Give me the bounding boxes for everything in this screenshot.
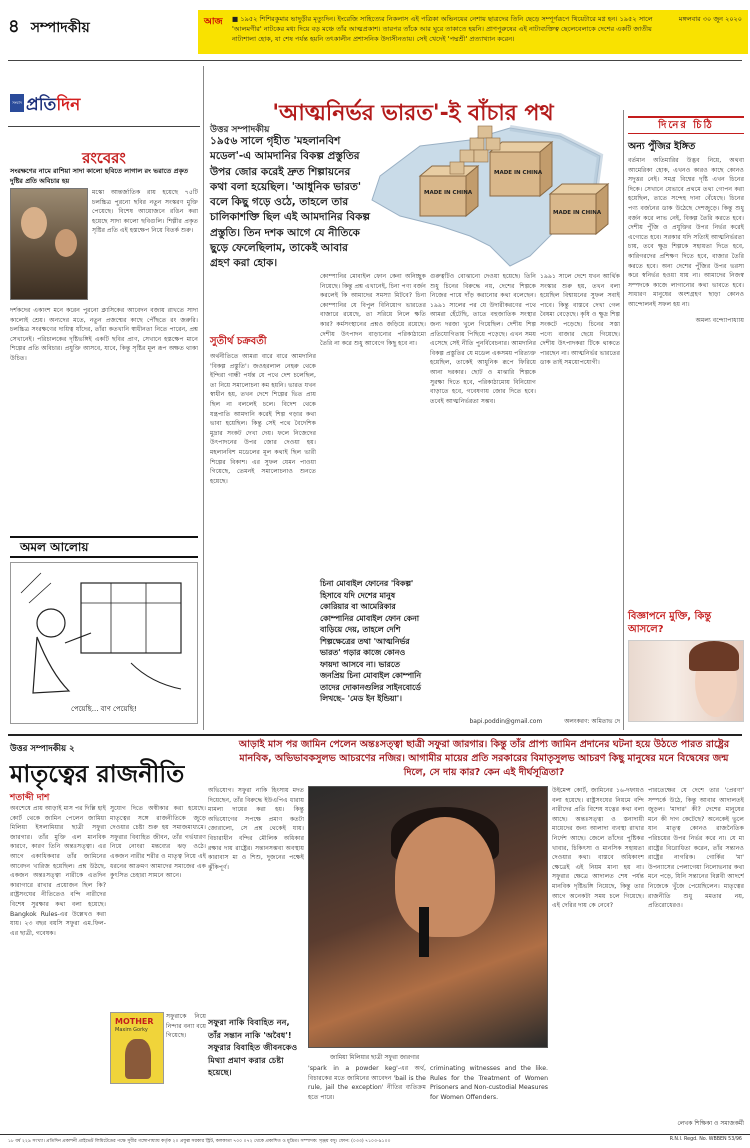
logo-text (26, 92, 80, 120)
date-text: মঙ্গলবার ৩০ জুন ২০২০ (678, 15, 742, 23)
section-2-column-1: অবশেষে প্রায় আড়াই মাস পর দিল্লি হাই কোর্ট থেকে জামিন পেলেন জামিয়া মিলিয়া ইসলামিয়ার ছাত্রী সফুরা জারগার। তাঁর মুক্তি এল মানবিক কারণে, কারণ তিনি অন্তঃসত্ত্বা। এর আগে একাধিকবার তাঁর জামিনের আবেদন খারিজ হয়েছিল। প্রশ্ন উঠছে, একজন অন্তঃসত্ত্বা নারীকে এতদিন কারাগারে রাখার প্রয়োজন ছিল কি? রাষ্ট্রসংঘের নীতিতেও বন্দি নারীদের বিশেষ সুরক্ষার কথা বলা হয়েছে। Bangkok Rules-এর উল্লেখও করা যায়। ২৩ বছর বয়সি সফুরা এম.ফিল-এর ছাত্রী, গবেষক। (10, 805, 106, 937)
rangberang-text-1: মস্কো আন্তর্জাতিক রায় হয়েছে ৭৫টি চলচ্চিত্র পুরনো ছবির নতুন সংস্করণ মুক্তি পেয়েছে। বিশেষ আয়োজনে রঙিন করা হয়েছে সাদা কালো ছবিগুলি। শিল্পীর প্রকৃত সৃষ্টির প্রতি এই হস্তক্ষেপ নিয়ে বিতর্ক শুরু। (92, 189, 198, 235)
mother-book-cover (110, 1012, 164, 1084)
photo-caption: জামিয়া মিলিয়ার ছাত্রী সফুরা জারগার (330, 1054, 420, 1061)
section-2-pull-quote: সফুরা নাকি বিবাহিত নন, তাঁর সন্তান নাকি 'অবৈধ'! সফুরার বিবাহিত জীবনকেও মিথ্যা প্রমাণ করার চেষ্টা হয়েছে। (208, 1017, 298, 1077)
box-label-3: MADE IN CHINA (553, 210, 602, 216)
logo-prefix: সংবাদ (12, 100, 22, 105)
box-label-2: MADE IN CHINA (494, 170, 543, 176)
page-header (0, 0, 750, 56)
editorial-byline: সুতীর্থ চক্রবর্তী (210, 336, 267, 347)
editorial-email (320, 716, 620, 727)
header-rule (8, 60, 742, 61)
photo-person (395, 817, 495, 937)
editorial-pull-quote: ১৯৫৬ সালে গৃহীত 'মহলানবিশ মডেল'-এ আমদানির বিকল্প প্রস্তুতির উপর জোর করেই দ্রুত শিল্পায়নের কথা বলা হয়েছিল। 'আধুনিক ভারত' বলে কিছু গড়ে ওঠে, তাহলে তার চালিকাশক্তি ছিল এই আমদানির বিকল্প প্রস্তুতি। তিন দশক আগে যে নীতিকে ছুড়ে ফেলেছিলাম, তাকেই আবার গ্রহণ করা হোক। (210, 135, 370, 270)
editorial-column-2: কোম্পানির মোবাইল ফোন কেনা অনিচ্ছুক নিয়েছে। কিন্তু প্রশ্ন এখানেই, চিনা পণ্য বর্জন করলেই কি আমাদের সমস্যা মিটবে? চিনা কোম্পানির যে বিপুল বিনিয়োগ ভারতের বাজারে রয়েছে, তা সরিয়ে নিলে ক্ষতি কার? কর্মসংস্থানের প্রশ্নও জড়িয়ে রয়েছে। দেশীয় উৎপাদন বাড়ানোর পরিকাঠামো তৈরি না করে শুধু আবেগে কিছু হবে না। (320, 273, 426, 348)
page-number-box (8, 12, 198, 36)
section-2-column-2b: সফুরাকে নিয়ে নিন্দার বন্যা বয়ে গিয়েছে। (166, 1013, 206, 1040)
editorial-column-3: গুরুত্বটিও বোঝানো দেওয়া হয়েছে। তিনি শুধু চিনের বিরুদ্ধে নয়, দেশের শিল্পকে নিজের পায়ে দাঁড় করানোর কথা বলেছেন। ১৯৯১ সালের পর যে উদারীকরণের পথে আমরা হেঁটেছি, তাতে বহুজাতিক সংস্থার জন্য দরজা খুলে গিয়েছিল। দেশীয় শিল্প প্রতিযোগিতায় পিছিয়ে পড়েছে। এখন সময় এসেছে সেই নীতি পুনর্বিবেচনার। আমদানির বিকল্প প্রস্তুতির যে মডেল একসময় পরিত্যক্ত হয়েছিল, তাকেই আধুনিক রূপে ফিরিয়ে আনা দরকার। ছোট ও মাঝারি শিল্পকে সুরক্ষা দিতে হবে, পরিকাঠামোয় বিনিয়োগ বাড়াতে হবে, গবেষণায় জোর দিতে হবে। তবেই আত্মনির্ভরতা সম্ভব। (430, 273, 536, 405)
book-author: Maxim Gorky (115, 1027, 148, 1033)
today-bar (198, 10, 748, 54)
cartoon-caption: পেয়েছি... বাণ পেয়েছি! (71, 705, 137, 713)
section-2-column-3: অভিযোগ। সফুরা নাকি হিংসায় মদত দিয়েছেন, তাঁর বিরুদ্ধে ইউএপিএ ধারায় মামলা দায়ের করা হয়। কিন্তু অভিযোগের সপক্ষে প্রমাণ কতটা জোরালো, সে প্রশ্ন থেকেই যায়। বিচারাধীন বন্দির মৌলিক অধিকার রক্ষার দায় রাষ্ট্রের। সন্তানসম্ভবা অবস্থায় কারাবাস মা ও শিশু, দুজনের পক্ষেই ঝুঁকিপূর্ণ। (208, 787, 304, 871)
footer-imprint: ১৮ বর্ষ ২২৯ সংখ্যা। প্রতিদিন প্রকাশনী প্রাইভেট লিমিটেডের পক্ষে সুবীর গঙ্গোপাধ্যায় কর্তৃক ২০ প্রফুল্ল সরকার স্ট্রিট, কলকাতা ৭০০ ০৭২ থেকে প্রকাশিত ও মুদ্রিত। সম্পাদক: সৃঞ্জয় বসু। ফোন: (০৩৩) ৭১০৩-৯১০০ (8, 1139, 391, 1144)
logo-rule (8, 126, 200, 127)
section-2-quote-1: 'spark in a powder keg'-এর অর্থ, বিচারকের মতে জামিনের আবেদন 'bail is the rule, jail the exception' নীতির ব্যতিক্রম হতে পারে। (308, 1065, 426, 1101)
letters-label: দিনের চিঠি (658, 120, 714, 131)
editorial-title: 'আত্মনির্ভর ভারত'-ই বাঁচার পথ (272, 101, 554, 126)
cartoon-panel (10, 562, 198, 724)
rangberang-title: রংবেরং (82, 149, 126, 167)
editorial-column-4: ১৯৯১ সালে দেশে যখন আর্থিক সংস্কার শুরু হয়, তখন বলা হয়েছিল বিশ্বায়নের সুফল সবাই পাবে। কিন্তু বাস্তবে দেখা গেল বৈষম্য বেড়েছে। কৃষি ও ক্ষুদ্র শিল্প সংকটে পড়েছে। চিনের সস্তা পণ্যে বাজার ছেয়ে গিয়েছে। দেশীয় উৎপাদকরা টিকে থাকতে পারছেন না। আত্মনির্ভর ভারতের ডাক তাই সময়োপযোগী। (540, 273, 620, 367)
logo-brand-b: দিন (56, 95, 81, 115)
amol-aloy-label: অমল আলোয় (20, 540, 89, 554)
editorial-pull-quote-2: চিনা মোবাইল ফোনের 'বিকল্প' হিসাবে যদি দেশের মানুষ কোরিয়ার বা আমেরিকার কোম্পানির মোবাইল ফোন কেনা বাড়িয়ে দেয়, তাহলে দেশি শিল্পক্ষেত্রের তথা 'আত্মনির্ভর ভারত' গড়ার কাজে কোনও ফায়দা আসবে না। ভারতে জনপ্রিয় চিনা মোবাইল কোম্পানি তাদের দোকানগুলির সাইনবোর্ডে লিখছে– 'মেড ইন ইন্ডিয়া'। (320, 579, 422, 703)
child-face-left (21, 207, 47, 239)
section-2-column-4: উইমেন্স কোর্ট, জামিনের ১৬-দফায়ও বলা হয়েছে। রাষ্ট্রসংঘের নিয়মে বন্দি নারীদের প্রতি বিশেষ যত্নের কথা বলা আছে। অন্তঃসত্ত্বা ও স্তন্যদায়ী মায়েদের জন্য আলাদা ব্যবস্থা রাখার নির্দেশ আছে। জেলে তাঁদের পুষ্টিকর খাবার, চিকিৎসা ও মানসিক সহায়তা দেওয়ার কথা। বাস্তবে অধিকাংশ ক্ষেত্রেই এই নিয়ম মানা হয় না। সফুরার ক্ষেত্রে আদালত শেষ পর্যন্ত মানবিক দৃষ্টিভঙ্গি নিয়েছে, কিন্তু তার আগে অনেকটা সময় চলে গিয়েছে। এই দেরির দায় কে নেবে? (552, 787, 644, 910)
section-2-lead: আড়াই মাস পর জামিন পেলেন অন্তঃসত্ত্বা ছাত্রী সফুরা জারগার। কিন্তু তাঁর প্রাপ্য জামিন প্রদানের ঘটনা হয়ে উঠতে পারত রাষ্ট্রের মানবিক, অভিভাবকসুলভ আচরণের নজির। আগামীর মায়ের প্রতি সরকারের বিমাতৃসুলভ আচরণ কিছু মানুষের মনে বিদ্বেষের জন্ম দিলে, সে দায় কার? কেন এই দীর্ঘসূত্রিতা? (238, 739, 730, 778)
section-2-label: উত্তর সম্পাদকীয় ২ (10, 744, 75, 754)
section-2-column-2: সুযোগ দিতে অস্বীকার করা হয়েছে। মাতৃত্বের সঙ্গে রাজনীতিকে জুড়ে দেওয়ার চেষ্টা শুরু হয় সমাজমাধ্যমে। সফুরার বিবাহিত জীবন, তাঁর গর্ভধারণ নিয়ে নোংরা মন্তব্যের ঝড় ওঠে। একজন নারীর শরীর ও মাতৃত্ব নিয়ে এই ধরনের আক্রমণ আমাদের সমাজের এক কুৎসিত চেহারা সামনে আনে। (110, 805, 206, 880)
section-2-author: শতাব্দী দাশ (10, 793, 50, 803)
today-text: ■ ১৯৫২ শিশিরকুমার ভাদুড়ীর মৃত্যুদিন। ইংরেজি সাহিত্যের নিকলাস এই পত্রিকা অভিনয়ের নেশায় ছাত্রদের তিনি ছেড়ে সম্পূর্ণরূপে থিয়েটারে মগ্ন হন। ১৯৫২ সালে 'আলমগীর' নাটকের মধ্য দিয়ে বড় মঞ্চে তাঁর আত্মপ্রকাশ। তারপর তাঁকে আর ঘুরে তাকাতে হয়নি। প্রাণপুরুষের এই নাট্যব্যক্তিত্ব ছেলেবেলাকে দেশের একটি জাতীয় নাট্যশালা হোক, যা শেষ পর্যন্ত হয়নি তৎকালীন প্রশাসনিক উদাসীনতায়। সেই খেদেই 'পদ্মশ্রী' প্রত্যাখ্যান করেন। (232, 15, 653, 43)
model-hair (689, 641, 739, 671)
protest-photo (308, 786, 548, 1048)
map-svg (360, 116, 616, 268)
today-tag: আজ (204, 17, 223, 27)
box-3 (550, 184, 608, 234)
masthead-logo (10, 92, 130, 116)
letters-header (628, 116, 744, 134)
rangberang-photo (10, 188, 88, 300)
logo-mark (10, 94, 24, 112)
cartoon-drawing (11, 563, 197, 723)
section-2-column-5: পারতেক্ষের যে দেশে তার 'প্রেরণা' সম্পর্কে উঠে, কিন্তু আবার আদালতই জুড়ল। 'মাদার' কী? দেশের মানুষের মনে কী দাগ কেটেছে? অনেকেই ভুলে যান মাতৃত্ব কোনও রাজনৈতিক পরিচয়ের উপর নির্ভর করে না। যে মা রাষ্ট্রের বিরোধিতা করেন, তাঁর সন্তানও রাষ্ট্রের নাগরিক। গোর্কির 'মা' উপন্যাসের পেলাগেয়া নিলোভনার কথা মনে পড়ে, যিনি সন্তানের বিপ্লবী আদর্শে নিজেকে খুঁজে পেয়েছিলেন। মাতৃত্বের রাজনীতি শুধু মমতার নয়, প্রতিরোধেরও। (648, 787, 744, 910)
rangberang-text-2: দর্শকদের একাংশ মনে করেন পুরনো ক্লাসিকের আবেদন বজায় রাখতে সাদা কালোই শ্রেয়। অন্যদের মতে, নতুন প্রজন্মের কাছে পৌঁছতে রং জরুরি। চলচ্চিত্র সংরক্ষণের দায়িত্ব যাঁদের, তাঁরা কতখানি স্বাধীনতা নিতে পারেন, প্রশ্ন সেখানেই। পরিচালকের দৃষ্টিভঙ্গিই একটি ছবির প্রাণ, সেখানে হস্তক্ষেপ মানে শিল্পের প্রতি অবিচার। প্রযুক্তি আসবে, যাবে, কিন্তু সৃষ্টির মূল রূপ অক্ষত থাকা উচিত। (10, 307, 198, 362)
box-label-1: MADE IN CHINA (424, 190, 473, 196)
editorial-illustrator: অলংকরণ: অমিতাভ দে (564, 718, 620, 725)
amol-aloy-header (10, 536, 198, 558)
editorial-email-address: bapi.poddin@gmail.com (469, 718, 543, 725)
section-2-title: মাতৃত্বের রাজনীতি (10, 760, 185, 788)
page-section-label: সম্পাদকীয় (30, 20, 90, 36)
section-2-rule (8, 734, 742, 736)
footer-registration: R.N.I. Regd. No. WBBEN 53/96 (669, 1137, 742, 1142)
child-face-right (55, 229, 77, 257)
section-2-quote-2: criminating witnesses and the like. Rules for the Treatment of Women Prisoners and Non-custodial Measures for Women Offenders. (430, 1065, 548, 1101)
rangberang-subtitle: সংরক্ষণের নামে রাশিয়া সাদা কালো ছবিতে লাগাল রং ভরাতে প্রকৃত দুষ্টির প্রতি অবিচার হয় (10, 167, 189, 185)
advert-feature-photo (628, 640, 744, 722)
india-map-illustration (360, 116, 616, 268)
page-number: ৪ (8, 16, 20, 37)
advert-feature-headline: বিজ্ঞাপনে মুক্তি, কিন্তু আসলে? (628, 611, 712, 635)
photo-microphone (419, 907, 429, 957)
column-rule-left (203, 66, 204, 730)
letter-text (628, 156, 744, 604)
letter-headline: অন্য পুঁজির ইঙ্গিত (628, 141, 696, 152)
section-2-author-note: লেখক শিক্ষিকা ও সমাজকর্মী (677, 1120, 744, 1127)
editorial-column-1: অর্থনীতিতে আমরা বারে বারে আমদানির 'বিকল্প প্রস্তুতি'। জওহরলাল নেহরু থেকে ইন্দিরা গান্ধী পর্যন্ত যে পথে দেশ চলেছিল, তা নিয়ে সমালোচনা কম হয়নি। ভারত যখন স্বাধীন হয়, তখন দেশে শিল্পের ভিত প্রায় ছিল না বললেই চলে। বিদেশ থেকে যন্ত্রপাতি আমদানি করেই শিল্প গড়ার কথা ভাবা হয়েছিল। কিন্তু সেই পথে বৈদেশিক মুদ্রার সংকট দেখা দেয়। ফলে নিজেদের উৎপাদনের উপর জোর দেওয়া হয়। মহলানবিশ মডেলের মূল কথাই ছিল ভারী শিল্পের বিকাশ। এর সুফল যেমন পাওয়া গিয়েছে, তেমনই সমালোচনাও শুনতে হয়েছে। (210, 353, 316, 485)
logo-brand-a: প্রতি (26, 95, 57, 115)
letter-body: বর্তমান অতিমারির উদ্ভব নিয়ে, অথবা আমেরিকা হোক, এখনও কারও কাছে কোনও সদুত্তর নেই। সমগ্র বিশ্বের দৃষ্টি এখন চিনের দিকে। সেখানে যেভাবে প্রথমে তথ্য গোপন করা হয়েছিল, তাতে সন্দেহ দানা বেঁধেছে। চিনের পণ্য বর্জনের ডাক উঠেছে দেশজুড়ে। কিন্তু শুধু বর্জন করে লাভ নেই, বিকল্প তৈরি করতে হবে। দেশীয় পুঁজি ও প্রযুক্তির উপর নির্ভর করেই এগোতে হবে। সরকার যদি সত্যিই আত্মনির্ভরতা চায়, তবে ক্ষুদ্র শিল্পকে সহায়তা দিতে হবে, কারিগরদের প্রশিক্ষণ দিতে হবে, বাজার তৈরি করতে হবে। অন্য দেশের পুঁজির উপর ভরসা করে স্বনির্ভর হওয়া যায় না। আমাদের নিজস্ব সম্পদকে কাজে লাগানোর কথা ভাবতে হবে। সাধারণ মানুষের অংশগ্রহণ ছাড়া কোনও আন্দোলনই সফল হয় না। (628, 157, 744, 308)
page-footer (0, 1134, 750, 1148)
book-figure (125, 1039, 151, 1079)
column-rule-right (623, 110, 624, 730)
editorial-author-tag: উত্তর সম্পাদকীয় (210, 125, 270, 135)
book-title: MOTHER (115, 1017, 154, 1026)
letter-signature: অমল্য বন্দ্যোপাধ্যায় (695, 316, 744, 324)
